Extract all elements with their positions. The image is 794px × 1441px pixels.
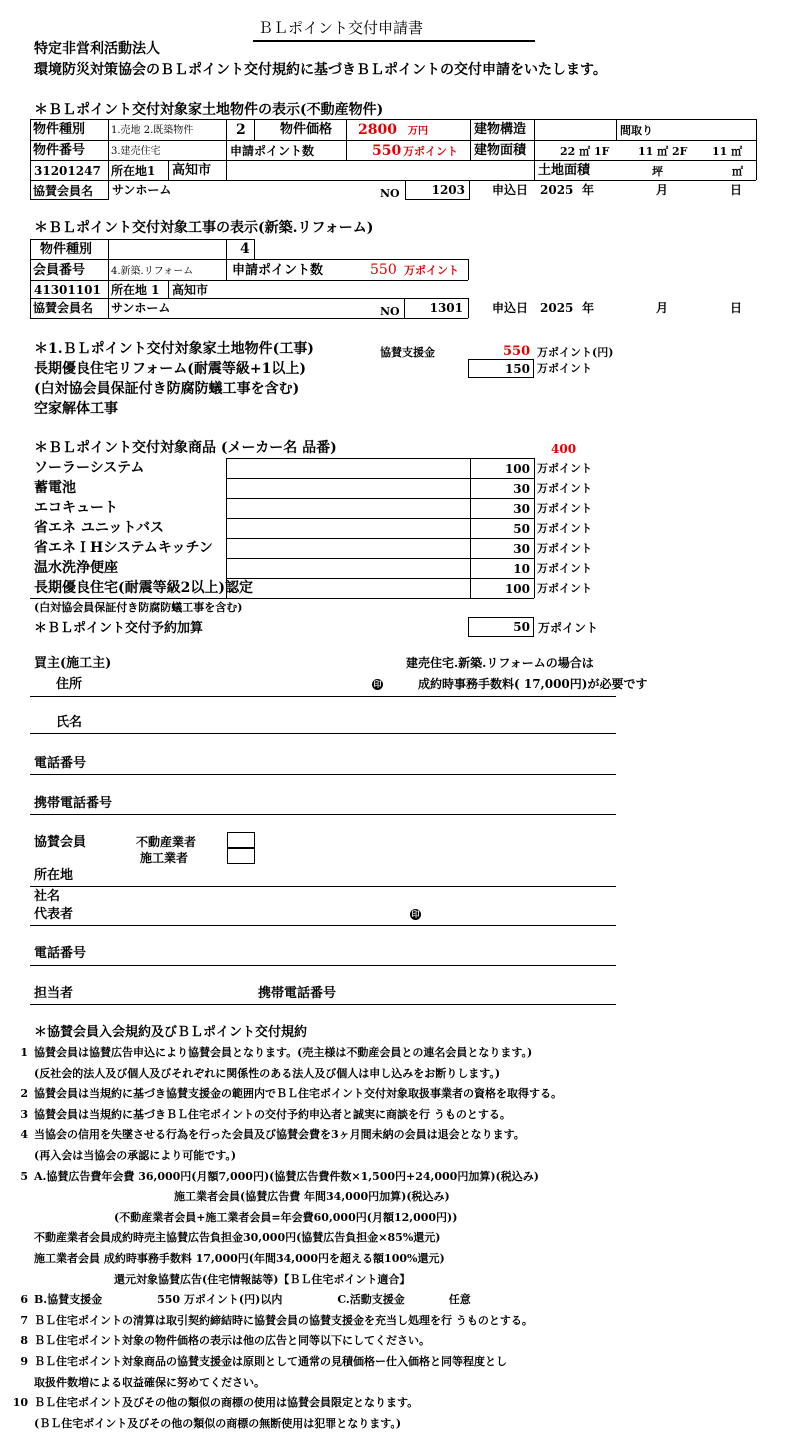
product-points[interactable]: 30 <box>513 502 530 516</box>
s3-support-unit: 万ポイント(円) <box>537 346 614 359</box>
s3-reform-label: 長期優良住宅リフォーム(耐震等級+1以上) <box>34 361 307 377</box>
section3-heading: ＊1.ＢＬポイント交付対象家土地物件(工事) <box>34 341 314 357</box>
sponsor-phone-label: 電話番号 <box>34 946 87 961</box>
sponsor-person-label: 担当者 <box>34 986 74 1001</box>
rule-text: ＢＬ住宅ポイントの清算は取引契約締結時に協賛会員の協賛支援金を充当し処理を行 うものとする。 <box>34 1314 533 1327</box>
rule-text: 還元対象協賛広告(住宅情報誌等)【ＢＬ住宅ポイント適合】 <box>114 1273 411 1286</box>
rule-text: (再入会は当協会の承認により可能です。) <box>34 1149 237 1162</box>
s2-member-label: 協賛会員名 <box>33 301 94 315</box>
sponsor-builder-label: 施工業者 <box>140 851 189 865</box>
product-unit: 万ポイント <box>537 462 592 475</box>
s3-reform-note: (白対協会員保証付き防腐防蟻工事を含む) <box>34 381 300 397</box>
rule-number: 4 <box>20 1128 28 1141</box>
sponsor-company-label: 社名 <box>34 889 61 904</box>
sponsor-realtor-label: 不動産業者 <box>136 835 197 849</box>
fee-line2: 成約時事務手数料( 17,000円)が必要です <box>418 677 648 691</box>
s1-structure-label: 建物構造 <box>474 122 527 137</box>
rule-text: 取扱件数増による収益確保に努めてください。 <box>34 1376 265 1389</box>
s2-member-value[interactable]: サンホーム <box>111 301 171 315</box>
s1-floor-area-label: 建物面積 <box>474 143 527 158</box>
products-total: 400 <box>551 442 577 456</box>
rule-text: 不動産業者会員成約時売主協賛広告負担金30,000円(協賛広告負担金×85%還元) <box>34 1231 441 1244</box>
product-unit: 万ポイント <box>537 582 592 595</box>
s2-no-label: NO <box>380 305 400 318</box>
rule-number: 7 <box>20 1314 28 1327</box>
product-name: 温水洗浄便座 <box>34 560 118 576</box>
buyer-heading: 買主(施工主) <box>34 656 112 671</box>
sponsor-person-line[interactable] <box>30 1004 616 1005</box>
s2-member-id[interactable]: 41301101 <box>34 283 101 297</box>
s1-tsubo: 坪 <box>652 165 663 178</box>
product-unit: 万ポイント <box>537 562 592 575</box>
s1-points-unit: 万ポイント <box>403 145 458 158</box>
s2-day-unit: 日 <box>730 301 743 315</box>
buyer-name-label: 氏名 <box>56 715 83 730</box>
rule-text: ＢＬ住宅ポイント対象の物件価格の表示は他の広告と同等以下にしてください。 <box>34 1334 430 1347</box>
rule-text: (不動産業者会員+施工業者会員=年会費60,000円(月額12,000円)) <box>114 1211 458 1224</box>
product-unit: 万ポイント <box>537 482 592 495</box>
rule-text: 協賛会員は当規約に基づきＢＬ住宅ポイントの交付予約申込者と誠実に商談を行 うものとする。 <box>34 1108 511 1121</box>
rule-text: 施工業者会員 成約時事務手数料 17,000円(年間34,000円を超える額100%還元) <box>34 1252 445 1265</box>
buyer-mobile-line[interactable] <box>30 814 616 815</box>
s2-no-value[interactable]: 1301 <box>429 301 463 315</box>
sponsor-mobile-label: 携帯電話番号 <box>258 986 337 1001</box>
s1-floor1[interactable]: 22 ㎡ 1F <box>560 145 610 158</box>
s1-price-label: 物件価格 <box>280 122 333 137</box>
s1-layout-label: 間取り <box>620 124 653 137</box>
s3-reform-unit: 万ポイント <box>537 362 592 375</box>
product-points[interactable]: 30 <box>513 542 530 556</box>
product-name: 省エネ ユニットバス <box>34 520 165 536</box>
intro-text: 環境防災対策協会のＢＬポイント交付規約に基づきＢＬポイントの交付申請をいたします。 <box>34 62 607 78</box>
buyer-phone-line[interactable] <box>30 774 616 775</box>
s1-land-area-label: 土地面積 <box>538 163 591 178</box>
product-name: ソーラーシステム <box>34 460 145 476</box>
reserve-unit: 万ポイント <box>538 621 599 635</box>
buyer-address-label: 住所 <box>56 677 83 692</box>
rule-text: 協賛会員は当規約に基づき協賛支援金の範囲内でＢＬ住宅ポイント交付対象取扱事業者の資格を取得する。 <box>34 1087 562 1100</box>
s1-no-label: NO <box>380 187 400 200</box>
sponsor-location-line[interactable] <box>30 886 616 887</box>
buyer-seal-icon: 印 <box>373 679 382 689</box>
rule-text: (ＢＬ住宅ポイント及びその他の類似の商標の無断使用は犯罪となります。) <box>34 1417 402 1430</box>
sponsor-rep-line[interactable] <box>30 925 616 926</box>
s3-support-label: 協賛支援金 <box>380 346 435 359</box>
product-unit: 万ポイント <box>537 522 592 535</box>
s1-year-unit: 年 <box>582 183 595 197</box>
s2-member-no-option: 4.新築.リフォーム <box>111 266 194 277</box>
rule-number: 5 <box>20 1170 28 1183</box>
s1-number-label: 物件番号 <box>33 143 86 158</box>
s2-member-no-label: 会員番号 <box>33 263 86 278</box>
s3-reform-value[interactable]: 150 <box>504 362 530 376</box>
sponsor-builder-checkbox[interactable] <box>227 848 255 864</box>
product-name: 長期優良住宅(耐震等級2以上)認定 <box>34 580 253 596</box>
buyer-address-line[interactable] <box>30 696 616 697</box>
sponsor-rep-label: 代表者 <box>34 907 74 922</box>
rule-text: 当協会の信用を失墜させる行為を行った会員及び協賛会費を3ヶ月間未納の会員は退会となります。 <box>34 1128 525 1141</box>
sponsor-label: 協賛会員 <box>34 835 87 850</box>
product-points[interactable]: 10 <box>513 562 530 576</box>
s2-apply-label: 申込日 <box>492 301 529 315</box>
title-underline <box>253 40 535 42</box>
s2-month-unit: 月 <box>656 301 669 315</box>
rule-number: 8 <box>20 1334 28 1347</box>
rule-text: A.協賛広告費年会費 36,000円(月額7,000円)(協賛広告費件数×1,500円+24,000円加算)(税込み) <box>34 1170 539 1183</box>
rule-text: ＢＬ住宅ポイント対象商品の協賛支援金は原則として通常の見積価格ー仕入価格と同等程度とし <box>34 1355 507 1368</box>
s1-points-label: 申請ポイント数 <box>230 144 315 158</box>
page-title: ＢＬポイント交付申請書 <box>258 19 424 37</box>
s1-property-id[interactable]: 31201247 <box>34 164 101 178</box>
s1-location-value[interactable]: 高知市 <box>172 163 212 178</box>
section1-heading: ＊ＢＬポイント交付対象家土地物件の表示(不動産物件) <box>34 102 384 118</box>
products-heading: ＊ＢＬポイント交付対象商品 (メーカー名 品番) <box>34 440 337 456</box>
s1-price-value[interactable]: 2800 <box>358 122 397 138</box>
s2-year[interactable]: 2025 <box>540 301 574 315</box>
s1-number-option: 3.建売住宅 <box>111 146 161 157</box>
rule-number: 3 <box>20 1108 28 1121</box>
reserve-value[interactable]: 50 <box>513 620 530 634</box>
s1-sqm: ㎡ <box>732 165 743 178</box>
rule-number: 1 <box>20 1046 28 1059</box>
buyer-mobile-label: 携帯電話番号 <box>34 796 113 811</box>
s1-floor-total[interactable]: 11 ㎡ <box>712 145 743 158</box>
s1-day-unit: 日 <box>730 183 743 197</box>
products-note: (白対協会員保証付き防腐防蟻工事を含む) <box>34 601 243 614</box>
rule-number: 9 <box>20 1355 28 1368</box>
product-points[interactable]: 50 <box>513 522 530 536</box>
product-name: 蓄電池 <box>34 480 76 496</box>
sponsor-location-label: 所在地 <box>34 868 74 883</box>
rule-text: B.協賛支援金 550 万ポイント(円)以内 C.活動支援金 任意 <box>34 1293 471 1306</box>
product-points[interactable]: 100 <box>504 582 530 596</box>
s2-location-label: 所在地 1 <box>111 283 160 297</box>
rule-text: ＢＬ住宅ポイント及びその他の類似の商標の使用は協賛会員限定となります。 <box>34 1396 419 1409</box>
s1-points-value[interactable]: 550 <box>372 143 402 159</box>
rule-number: 2 <box>20 1087 28 1100</box>
s1-floor2[interactable]: 11 ㎡ 2F <box>638 145 688 158</box>
s2-points-value[interactable]: 550 <box>370 262 397 278</box>
s1-type-options: 1.売地 2.既築物件 <box>111 125 194 136</box>
rule-text: 協賛会員は協賛広告申込により協賛会員となります。(売主様は不動産会員との連名会員となります。) <box>34 1046 533 1059</box>
rule-number: 6 <box>20 1293 28 1306</box>
buyer-phone-label: 電話番号 <box>34 756 87 771</box>
s1-type-label: 物件種別 <box>33 122 86 137</box>
rule-text: (反社会的法人及び個人及びそれぞれに関係性のある法人及び個人は申し込みをお断りします。) <box>34 1067 501 1080</box>
s1-no-value[interactable]: 1203 <box>431 183 465 197</box>
reserve-label: ＊ＢＬポイント交付予約加算 <box>34 621 204 636</box>
s2-type-label: 物件種別 <box>40 242 93 257</box>
rule-text: 施工業者会員(協賛広告費 年間34,000円加算)(税込み) <box>174 1190 450 1203</box>
s1-price-unit: 万円 <box>408 126 428 137</box>
sponsor-phone-line[interactable] <box>30 965 616 966</box>
s2-location-value[interactable]: 高知市 <box>172 283 209 297</box>
s2-points-label: 申請ポイント数 <box>232 263 324 278</box>
s1-apply-label: 申込日 <box>492 183 529 197</box>
product-unit: 万ポイント <box>537 542 592 555</box>
s1-year[interactable]: 2025 <box>540 183 574 197</box>
product-points[interactable]: 30 <box>513 482 530 496</box>
product-unit: 万ポイント <box>537 502 592 515</box>
s2-type-value[interactable]: 4 <box>240 241 250 257</box>
s3-support-value[interactable]: 550 <box>503 344 531 359</box>
sponsor-seal-icon: 印 <box>411 909 420 919</box>
s3-demolition: 空家解体工事 <box>34 401 118 417</box>
product-name: エコキュート <box>34 500 118 516</box>
s1-type-value[interactable]: 2 <box>236 122 246 138</box>
s1-member-value[interactable]: サンホーム <box>112 183 172 197</box>
rules-heading: ＊協賛会員入会規約及びＢＬポイント交付規約 <box>34 1025 308 1040</box>
s1-location-label: 所在地1 <box>111 164 156 178</box>
s2-year-unit: 年 <box>582 301 595 315</box>
fee-line1: 建売住宅.新築.リフォームの場合は <box>406 656 594 670</box>
s1-month-unit: 月 <box>656 183 669 197</box>
rule-number: 10 <box>12 1396 28 1409</box>
product-name: 省エネＩHシステムキッチン <box>34 540 213 556</box>
org-name: 特定非営利活動法人 <box>34 41 160 57</box>
product-points[interactable]: 100 <box>504 462 530 476</box>
buyer-name-line[interactable] <box>30 733 616 734</box>
s2-points-unit: 万ポイント <box>404 264 459 277</box>
section2-heading: ＊ＢＬポイント交付対象工事の表示(新築.リフォーム) <box>34 220 374 236</box>
s1-member-label: 協賛会員名 <box>33 184 94 198</box>
sponsor-realtor-checkbox[interactable] <box>227 832 255 848</box>
